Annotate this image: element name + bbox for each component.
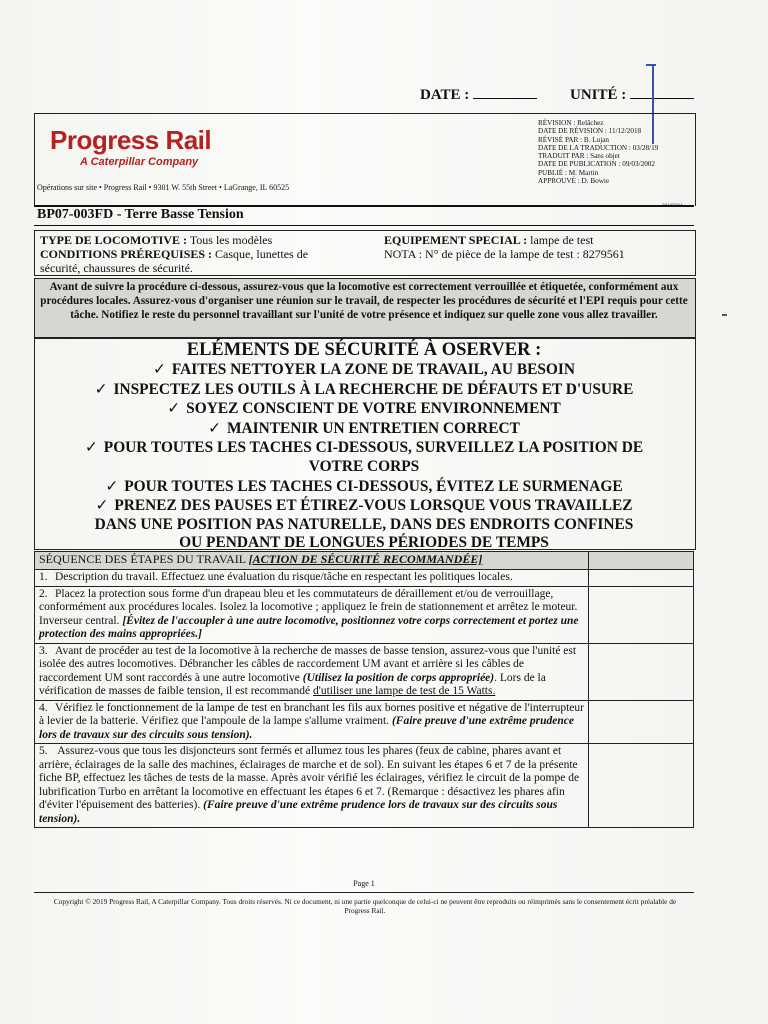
- nota: NOTA : N° de pièce de la lampe de test : 8279561: [384, 247, 625, 261]
- safety-list: [34, 360, 694, 553]
- check-icon: ✓: [152, 360, 166, 378]
- check-icon: ✓: [84, 438, 98, 457]
- steps-header-row: [35, 552, 694, 570]
- check-icon: ✓: [94, 379, 108, 398]
- prerequisites-cont: sécurité, chaussures de sécurité.: [40, 261, 193, 275]
- special-equipment-label: EQUIPEMENT SPECIAL :: [384, 233, 528, 247]
- check-icon: ✓: [95, 496, 109, 515]
- unit-blank: [630, 86, 694, 99]
- revision-line: DATE DE LA TRADUCTION : 03/28/19: [538, 143, 659, 152]
- table-row: [35, 700, 694, 744]
- revision-line: RÉVISION : Relâchez: [538, 119, 604, 127]
- checkbox-cell[interactable]: [589, 570, 694, 587]
- safety-item-cont: DANS UNE POSITION PAS NATURELLE, DANS DES ENDROITS CONFINES: [94, 515, 634, 533]
- prerequisites-label: CONDITIONS PRÉREQUISES :: [40, 247, 213, 261]
- checkbox-cell[interactable]: [589, 700, 694, 744]
- revision-line: PUBLIÉ : M. Martin: [538, 168, 599, 177]
- page-number: Page 1: [353, 879, 375, 888]
- table-row: [35, 570, 694, 587]
- date-blank: [473, 86, 537, 99]
- revision-block: [538, 119, 658, 185]
- table-row: [35, 744, 694, 828]
- safety-item: ✓ FAITES NETTOYER LA ZONE DE TRAVAIL, AU BESOIN: [152, 360, 576, 378]
- step-text: 2. Placez la protection sous forme d'un drapeau bleu et les commutateurs de déraillement et/ou de verrouillage, conformément aux procédures locales. Isolez la locomotive ; appliquez le frein de stationnement et arrêtez le moteur. Inverseur central. [Évitez de l'accoupler à une autre locomotive, positionnez votre corps correctement et portez une protection des mains appropriées.]: [35, 586, 589, 643]
- safety-item-cont: VOTRE CORPS: [308, 457, 420, 475]
- company-address: Opérations sur site • Progress Rail • 9301 W. 55th Street • LaGrange, IL 60525: [37, 183, 290, 192]
- locomotive-type-value: Tous les modèles: [189, 233, 273, 247]
- safety-item: ✓ POUR TOUTES LES TACHES CI-DESSOUS, ÉVITEZ LE SURMENAGE: [105, 476, 623, 495]
- locomotive-type: [40, 233, 272, 248]
- revision-line: TRADUIT PAR : Sans objet: [538, 152, 620, 161]
- step-text: 5. Assurez-vous que tous les disjoncteurs sont fermés et allumez tous les phares (feux de cabine, phares avant et arrière, éclairages de la salle des machines, éclairages de marche et de sol). En suivant les étapes 6 et 7 de la présente fiche BP, effectuez les tâches de tests de la masse. Après avoir vérifié les éclairages, vérifiez le circuit de la pompe de lubrification Turbo en arrêtant la locomotive en effectuant les étapes 6 et 7. (Remarque : désactivez les phares afin d'éviter l'épuisement des batteries). (Faire preuve d'une extrême prudence lors de travaux sur des circuits sous tension).: [35, 744, 589, 828]
- steps-table: [34, 551, 694, 828]
- revision-line: DATE DE RÉVISION : 11/12/2018: [538, 127, 642, 136]
- checkbox-cell[interactable]: [589, 586, 694, 643]
- locomotive-type-label: TYPE DE LOCOMOTIVE :: [40, 233, 188, 247]
- steps-header: SÉQUENCE DES ÉTAPES DU TRAVAIL [ACTION DE SÉCURITÉ RECOMMANDÉE]: [35, 552, 589, 570]
- check-icon: ✓: [167, 399, 181, 418]
- checkbox-cell[interactable]: [589, 643, 694, 700]
- step-text: 1. Description du travail. Effectuez une évaluation du risque/tâche en respectant les politiques locales.: [35, 570, 589, 587]
- safety-item: ✓ MAINTENIR UN ENTRETIEN CORRECT: [208, 418, 520, 437]
- unit-label: UNITÉ :: [570, 87, 627, 103]
- warning-text: Avant de suivre la procédure ci-dessous, assurez-vous que la locomotive est correctement verrouillée et étiquetée, conformément aux procédures locales. Assurez-vous d'organiser une réunion sur le travail, de respecter les procédures de sécurité et l'EPI requis pour cette tâche. Notifiez le reste du personnel travaillant sur l'unité de votre présence et indiquez sur quelle zone vous allez travailler.: [40, 281, 688, 321]
- safety-title: ELÉMENTS DE SÉCURITÉ À OSERVER :: [186, 340, 542, 360]
- step-text: 3. Avant de procéder au test de la locomotive à la recherche de masses de basse tension, assurez-vous que l'unité est isolée des autres locomotives. Débrancher les câbles de raccordement UM avant et arrière si les câbles de raccordement UM sont raccordés à une autre locomotive (Utilisez la position de corps appropriée). Lors de la vérification de masses de faible tension, il est recommandé d'utiliser une lampe de test de 15 Watts.: [35, 643, 589, 700]
- checkbox-cell[interactable]: [589, 552, 694, 570]
- revision-line: APPROUVÉ : D. Bowie: [538, 177, 610, 186]
- steps-header-italic: [ACTION DE SÉCURITÉ RECOMMANDÉE]: [248, 552, 483, 566]
- safety-item: ✓ POUR TOUTES LES TACHES CI-DESSOUS, SURVEILLEZ LA POSITION DE: [84, 438, 644, 457]
- table-row: [35, 643, 694, 700]
- check-icon: ✓: [208, 418, 221, 437]
- small-code: 201/07/04: [662, 204, 683, 209]
- safety-item: ✓ INSPECTEZ LES OUTILS À LA RECHERCHE DE DÉFAUTS ET D'USURE: [94, 379, 634, 398]
- pen-mark-top: [646, 64, 656, 66]
- margin-tick: [722, 314, 727, 316]
- safety-item-cont: OU PENDANT DE LONGUES PÉRIODES DE TEMPS: [179, 534, 549, 552]
- check-icon: ✓: [105, 476, 119, 495]
- copyright: Copyright © 2019 Progress Rail, A Caterpillar Company. Tous droits réservés. Ni ce document, ni une partie quelconque de celui-ci ne peuvent être reproduits ou réimprimés sans le consentement écrit préalable de Progress Rail.: [53, 897, 677, 915]
- step-text: 4. Vérifiez le fonctionnement de la lampe de test en branchant les fils aux bornes positive et négative de l'interrupteur à levier de la batterie. Vérifiez que l'ampoule de la lampe s'allume vraiment. (Faire preuve d'une extrême prudence lors de travaux sur des circuits sous tension).: [35, 700, 589, 744]
- checkbox-cell[interactable]: [589, 744, 694, 828]
- safety-item: ✓ SOYEZ CONSCIENT DE VOTRE ENVIRONNEMENT: [167, 399, 561, 418]
- footer-rule: [34, 892, 694, 893]
- revision-line: RÉVISÉ PAR : B. Lujan: [538, 135, 610, 144]
- prerequisites: [40, 247, 308, 262]
- safety-item: ✓ PRENEZ DES PAUSES ET ÉTIREZ-VOUS LORSQUE VOUS TRAVAILLEZ: [95, 496, 633, 515]
- table-row: [35, 586, 694, 643]
- document-title: BP07-003FD - Terre Basse Tension: [37, 207, 244, 222]
- special-equipment-value: lampe de test: [530, 233, 594, 247]
- special-equipment: [384, 233, 593, 248]
- revision-line: DATE DE PUBLICATION : 09/03/2002: [538, 160, 655, 169]
- date-label: DATE :: [420, 87, 470, 103]
- date-field: [420, 86, 537, 104]
- prerequisites-value: Casque, lunettes de: [215, 247, 309, 261]
- company-logo-subtitle: A Caterpillar Company: [80, 156, 199, 168]
- unit-field: [570, 86, 694, 104]
- company-logo: Progress Rail: [50, 125, 212, 155]
